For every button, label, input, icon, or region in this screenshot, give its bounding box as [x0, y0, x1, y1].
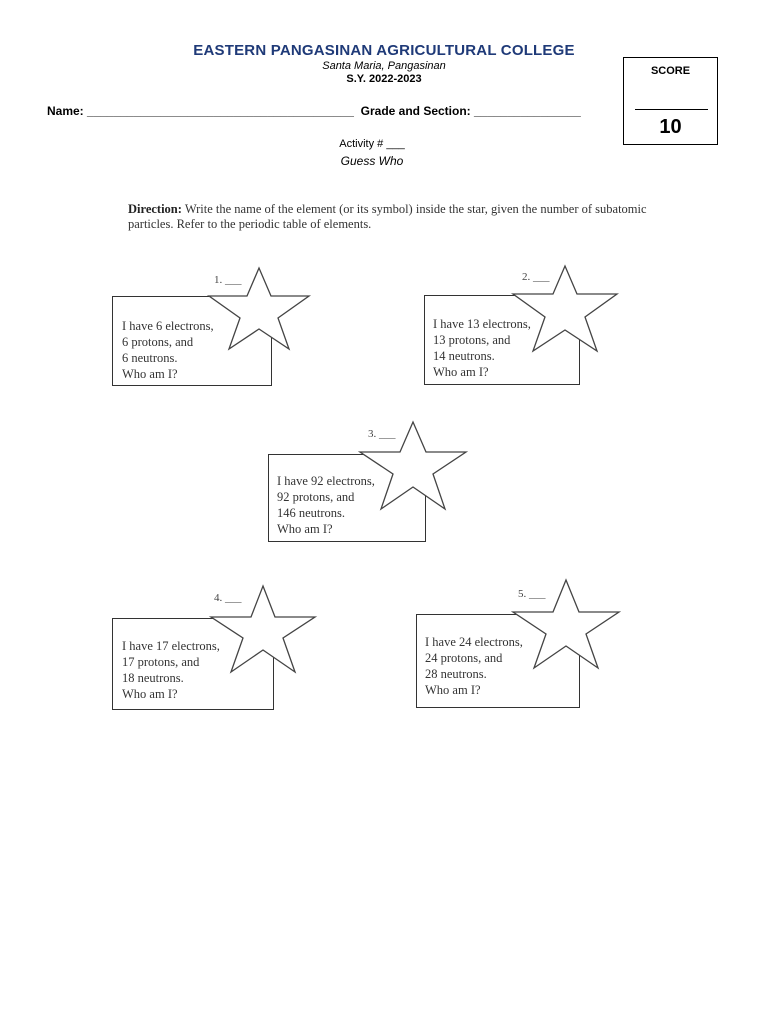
- item-5-number: 5. ___: [518, 588, 546, 600]
- item-4-clue-text: I have 17 electrons, 17 protons, and 18 neutrons. Who am I?: [122, 639, 220, 701]
- item-1-number: 1. ___: [214, 274, 242, 286]
- college-name: EASTERN PANGASINAN AGRICULTURAL COLLEGE: [193, 42, 575, 59]
- score-total: 10: [659, 116, 682, 138]
- activity-number: Activity # ___: [339, 138, 405, 150]
- item-3-clue-text: I have 92 electrons, 92 protons, and 146 neutrons. Who am I?: [277, 474, 375, 536]
- item-5-clue-text: I have 24 electrons, 24 protons, and 28 neutrons. Who am I?: [425, 635, 523, 697]
- item-3-number: 3. ___: [368, 428, 396, 440]
- item-1-clue-text: I have 6 electrons, 6 protons, and 6 neutrons. Who am I?: [122, 319, 214, 381]
- school-year: S.Y. 2022-2023: [346, 73, 422, 85]
- item-5-star-shape: [513, 580, 619, 668]
- item-4-number: 4. ___: [214, 592, 242, 604]
- item-2-number: 2. ___: [522, 271, 550, 283]
- activity-title: Guess Who: [340, 154, 404, 168]
- direction-body: Write the name of the element (or its symbol) inside the star, given the number of subatomic particles. Refer to the periodic table of elements.: [128, 202, 647, 231]
- score-label: SCORE: [650, 65, 691, 77]
- name-grade-line: Name: ________________________________________ Grade and Section: ________________: [47, 104, 581, 118]
- item-2-clue-text: I have 13 electrons, 13 protons, and 14 neutrons. Who am I?: [433, 317, 531, 379]
- college-location: Santa Maria, Pangasinan: [322, 60, 446, 72]
- direction-label: Direction:: [128, 202, 182, 216]
